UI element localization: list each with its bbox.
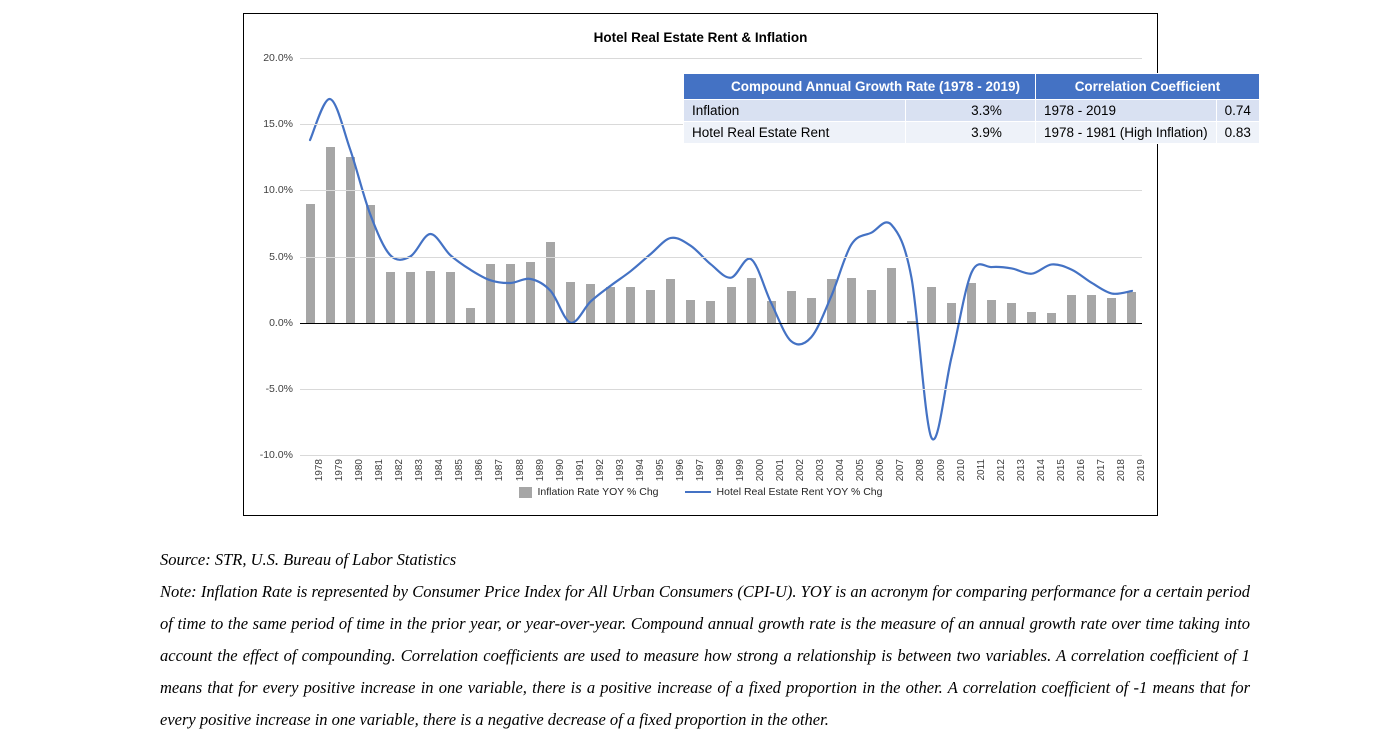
- cagr-row-1-label: Hotel Real Estate Rent: [684, 122, 906, 144]
- x-axis-tick-label: 2003: [815, 459, 827, 482]
- bar-swatch-icon: [519, 487, 532, 498]
- x-axis-tick-label: 2005: [855, 459, 867, 482]
- legend-label-inflation: Inflation Rate YOY % Chg: [537, 486, 659, 498]
- x-axis-tick-label: 1984: [434, 459, 446, 482]
- x-axis-tick-label: 1987: [494, 459, 506, 482]
- x-axis-tick-label: 2018: [1115, 459, 1127, 482]
- x-axis-tick-label: 1996: [674, 459, 686, 482]
- chart-container: [243, 13, 1251, 516]
- chart-title: Hotel Real Estate Rent & Inflation: [593, 30, 808, 45]
- table-row: [1036, 122, 1260, 144]
- x-axis-tick-label: 1985: [454, 459, 466, 482]
- x-axis-tick-label: 1994: [634, 459, 646, 482]
- x-axis-tick-label: 1986: [474, 459, 486, 482]
- table-row: [684, 122, 1068, 144]
- x-axis-labels: [300, 455, 1147, 507]
- x-axis-tick-label: 2000: [755, 459, 767, 482]
- x-axis-tick-label: 1982: [394, 459, 406, 482]
- x-axis-tick-label: 1990: [554, 459, 566, 482]
- x-axis-tick-label: 1997: [694, 459, 706, 482]
- x-axis-tick-label: 1980: [354, 459, 366, 482]
- zero-axis-line: [300, 323, 1142, 324]
- x-axis-tick-label: 2016: [1075, 459, 1087, 482]
- correlation-table-header: Correlation Coefficient: [1036, 74, 1260, 100]
- correlation-row-1-label: 1978 - 1981 (High Inflation): [1036, 122, 1217, 144]
- x-axis-tick-label: 1992: [594, 459, 606, 482]
- y-axis-tick-label: 0.0%: [269, 316, 293, 329]
- x-axis-tick-label: 1998: [714, 459, 726, 482]
- x-axis-tick-label: 2012: [995, 459, 1007, 482]
- x-axis-tick-label: 2017: [1095, 459, 1107, 482]
- gridline: [300, 257, 1142, 258]
- x-axis-tick-label: 1993: [614, 459, 626, 482]
- x-axis-tick-label: 2004: [835, 459, 847, 482]
- y-axis-tick-label: -5.0%: [265, 382, 293, 395]
- x-axis-tick-label: 1988: [514, 459, 526, 482]
- x-axis-tick-label: 2019: [1135, 459, 1147, 482]
- correlation-row-0-label: 1978 - 2019: [1036, 100, 1217, 122]
- correlation-table: [1035, 73, 1260, 144]
- x-axis-tick-label: 2011: [975, 459, 987, 481]
- line-swatch-icon: [685, 491, 711, 493]
- x-axis-tick-label: 2010: [955, 459, 967, 482]
- cagr-row-1-value: 3.9%: [906, 122, 1068, 144]
- footnotes: [160, 527, 1250, 752]
- correlation-row-0-value: 0.74: [1216, 100, 1259, 122]
- y-axis-tick-label: -10.0%: [259, 449, 293, 461]
- x-axis-tick-label: 2008: [915, 459, 927, 482]
- x-axis-tick-label: 2001: [775, 459, 787, 482]
- x-axis-tick-label: 1991: [574, 459, 586, 482]
- x-axis-tick-label: 2002: [795, 459, 807, 482]
- x-axis-tick-label: 1979: [334, 459, 346, 482]
- x-axis-tick-label: 2006: [875, 459, 887, 482]
- y-axis-tick-label: 10.0%: [263, 184, 293, 197]
- gridline: [300, 58, 1142, 59]
- x-axis-tick-label: 1978: [314, 459, 326, 482]
- cagr-row-0-label: Inflation: [684, 100, 906, 122]
- x-axis-tick-label: 2009: [935, 459, 947, 482]
- x-axis-tick-label: 1981: [374, 459, 386, 482]
- cagr-table-header: Compound Annual Growth Rate (1978 - 2019): [684, 74, 1068, 100]
- x-axis-tick-label: 1999: [735, 459, 747, 482]
- table-row: [684, 100, 1068, 122]
- x-axis-tick-label: 1995: [654, 459, 666, 482]
- table-row: [1036, 100, 1260, 122]
- cagr-table: [683, 73, 1068, 144]
- legend-item-inflation: [519, 486, 659, 498]
- source-line: Source: STR, U.S. Bureau of Labor Statistics: [160, 549, 457, 569]
- table-header-row: [684, 74, 1068, 100]
- legend-label-hotel-rent: Hotel Real Estate Rent YOY % Chg: [716, 486, 883, 498]
- note-line: Note: Inflation Rate is represented by Consumer Price Index for All Urban Consumers (CPI-U). YOY is an acronym for comparing performance for a certain period of time to the same period of time in the prior year, or year-over-year. Compound annual growth rate is the measure of an annual growth rate over time taking into account the effect of compounding. Correlation coefficients are used to measure how strong a relationship is between two variables. A correlation coefficient of 1 means that for every positive increase in one variable, there is a positive increase of a fixed proportion in the other. A correlation coefficient of -1 means that for every positive increase in one variable, there is a negative decrease of a fixed proportion in the other.: [160, 581, 1250, 729]
- x-axis-tick-label: 2007: [895, 459, 907, 482]
- cagr-row-0-value: 3.3%: [906, 100, 1068, 122]
- x-axis-tick-label: 1989: [534, 459, 546, 482]
- y-axis-tick-label: 15.0%: [263, 118, 293, 131]
- legend-item-hotel-rent: [685, 486, 883, 498]
- x-axis-tick-label: 2015: [1055, 459, 1067, 482]
- gridline: [300, 190, 1142, 191]
- x-axis-tick-label: 2013: [1015, 459, 1027, 482]
- y-axis-tick-label: 5.0%: [269, 250, 293, 263]
- correlation-row-1-value: 0.83: [1216, 122, 1259, 144]
- gridline: [300, 389, 1142, 390]
- table-header-row: [1036, 74, 1260, 100]
- x-axis-tick-label: 2014: [1035, 459, 1047, 482]
- y-axis-tick-label: 20.0%: [263, 52, 293, 64]
- chart-legend: [244, 486, 1157, 498]
- x-axis-tick-label: 1983: [414, 459, 426, 482]
